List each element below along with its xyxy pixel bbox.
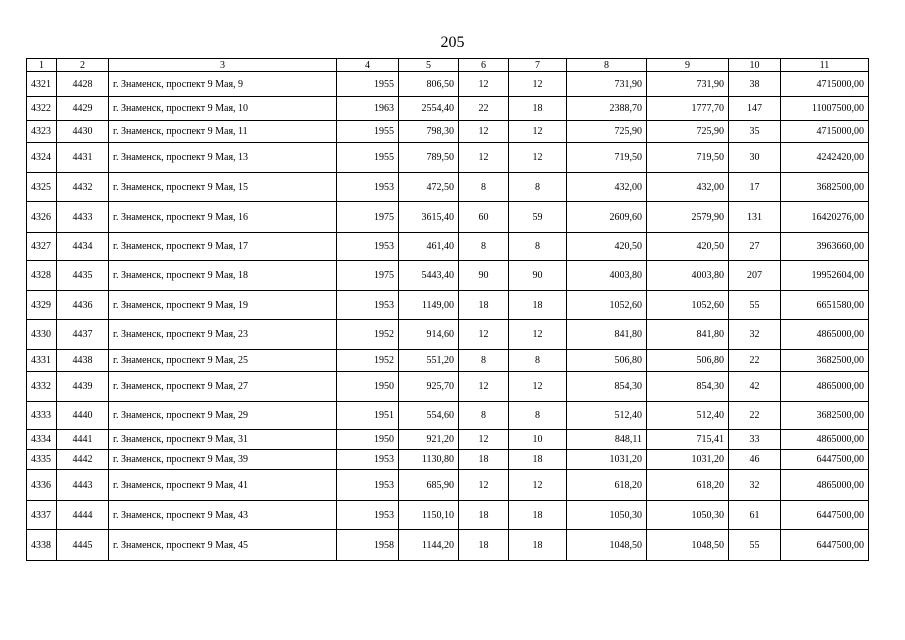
table-cell: 8 bbox=[509, 402, 567, 430]
table-cell: 841,80 bbox=[647, 320, 729, 350]
table-cell: 8 bbox=[509, 173, 567, 202]
table-row bbox=[27, 233, 869, 261]
table-cell: 2609,60 bbox=[567, 202, 647, 233]
table-cell: 18 bbox=[509, 501, 567, 530]
table-cell: 731,90 bbox=[647, 72, 729, 97]
table-row bbox=[27, 72, 869, 97]
header-row bbox=[27, 59, 869, 72]
table-row bbox=[27, 501, 869, 530]
table-cell: 2388,70 bbox=[567, 97, 647, 121]
table-cell: 4003,80 bbox=[647, 261, 729, 291]
table-cell: 4332 bbox=[27, 372, 57, 402]
table-cell: 4865000,00 bbox=[781, 372, 869, 402]
table-cell: 61 bbox=[729, 501, 781, 530]
table-cell: 4434 bbox=[57, 233, 109, 261]
table-cell: 719,50 bbox=[647, 143, 729, 173]
table-cell: 3615,40 bbox=[399, 202, 459, 233]
table-cell: 18 bbox=[509, 530, 567, 561]
table-cell: 1950 bbox=[337, 372, 399, 402]
table-cell: 618,20 bbox=[567, 470, 647, 501]
table-cell: 554,60 bbox=[399, 402, 459, 430]
table-cell: г. Знаменск, проспект 9 Мая, 27 bbox=[109, 372, 337, 402]
table-cell: 4428 bbox=[57, 72, 109, 97]
table-cell: 6447500,00 bbox=[781, 450, 869, 470]
table-cell: 18 bbox=[509, 450, 567, 470]
table-cell: 4437 bbox=[57, 320, 109, 350]
table-cell: 8 bbox=[509, 350, 567, 372]
table-cell: 6447500,00 bbox=[781, 501, 869, 530]
table-cell: 3682500,00 bbox=[781, 350, 869, 372]
table-cell: 3682500,00 bbox=[781, 402, 869, 430]
table-cell: 4432 bbox=[57, 173, 109, 202]
table-cell: 12 bbox=[459, 372, 509, 402]
table-cell: г. Знаменск, проспект 9 Мая, 18 bbox=[109, 261, 337, 291]
table-cell: 1975 bbox=[337, 261, 399, 291]
table-cell: 432,00 bbox=[647, 173, 729, 202]
table-row bbox=[27, 402, 869, 430]
table-cell: г. Знаменск, проспект 9 Мая, 19 bbox=[109, 291, 337, 320]
column-header-3: 3 bbox=[109, 59, 337, 72]
table-cell: 12 bbox=[459, 72, 509, 97]
table-cell: г. Знаменск, проспект 9 Мая, 17 bbox=[109, 233, 337, 261]
table-cell: 1950 bbox=[337, 430, 399, 450]
table-cell: 1953 bbox=[337, 233, 399, 261]
table-cell: 4335 bbox=[27, 450, 57, 470]
table-cell: 4715000,00 bbox=[781, 72, 869, 97]
column-header-1: 1 bbox=[27, 59, 57, 72]
table-cell: 1953 bbox=[337, 173, 399, 202]
table-cell: 147 bbox=[729, 97, 781, 121]
column-header-6: 6 bbox=[459, 59, 509, 72]
table-cell: 4430 bbox=[57, 121, 109, 143]
table-cell: 1953 bbox=[337, 450, 399, 470]
table-cell: г. Знаменск, проспект 9 Мая, 10 bbox=[109, 97, 337, 121]
table-cell: 4436 bbox=[57, 291, 109, 320]
table-cell: 725,90 bbox=[647, 121, 729, 143]
table-cell: г. Знаменск, проспект 9 Мая, 13 bbox=[109, 143, 337, 173]
table-cell: 921,20 bbox=[399, 430, 459, 450]
table-cell: 731,90 bbox=[567, 72, 647, 97]
column-header-8: 8 bbox=[567, 59, 647, 72]
table-cell: 8 bbox=[459, 350, 509, 372]
table-cell: 789,50 bbox=[399, 143, 459, 173]
table-cell: г. Знаменск, проспект 9 Мая, 31 bbox=[109, 430, 337, 450]
table-cell: 798,30 bbox=[399, 121, 459, 143]
table-cell: 4445 bbox=[57, 530, 109, 561]
table-cell: 12 bbox=[509, 121, 567, 143]
table-cell: 4439 bbox=[57, 372, 109, 402]
table-cell: 4337 bbox=[27, 501, 57, 530]
table-cell: 32 bbox=[729, 470, 781, 501]
table-cell: 420,50 bbox=[567, 233, 647, 261]
table-cell: 1955 bbox=[337, 143, 399, 173]
table-row bbox=[27, 470, 869, 501]
table-cell: 725,90 bbox=[567, 121, 647, 143]
table-cell: 4715000,00 bbox=[781, 121, 869, 143]
table-cell: 914,60 bbox=[399, 320, 459, 350]
table-cell: 16420276,00 bbox=[781, 202, 869, 233]
table-cell: 1050,30 bbox=[647, 501, 729, 530]
table-cell: 4334 bbox=[27, 430, 57, 450]
table-cell: 4333 bbox=[27, 402, 57, 430]
table-cell: г. Знаменск, проспект 9 Мая, 11 bbox=[109, 121, 337, 143]
table-cell: 4003,80 bbox=[567, 261, 647, 291]
table-cell: 4338 bbox=[27, 530, 57, 561]
table-cell: 38 bbox=[729, 72, 781, 97]
table-cell: 420,50 bbox=[647, 233, 729, 261]
table-cell: 12 bbox=[509, 143, 567, 173]
table-cell: 618,20 bbox=[647, 470, 729, 501]
table-cell: 12 bbox=[509, 470, 567, 501]
table-cell: 55 bbox=[729, 530, 781, 561]
table-cell: 4443 bbox=[57, 470, 109, 501]
table-cell: 12 bbox=[459, 143, 509, 173]
table-cell: г. Знаменск, проспект 9 Мая, 43 bbox=[109, 501, 337, 530]
table-row bbox=[27, 291, 869, 320]
table-cell: 12 bbox=[509, 72, 567, 97]
table-cell: 30 bbox=[729, 143, 781, 173]
table-cell: 1048,50 bbox=[647, 530, 729, 561]
table-cell: 1150,10 bbox=[399, 501, 459, 530]
table-cell: 33 bbox=[729, 430, 781, 450]
table-cell: 4435 bbox=[57, 261, 109, 291]
table-cell: 1052,60 bbox=[567, 291, 647, 320]
table-cell: 12 bbox=[509, 320, 567, 350]
table-cell: 1951 bbox=[337, 402, 399, 430]
table-cell: 3682500,00 bbox=[781, 173, 869, 202]
table-cell: 4325 bbox=[27, 173, 57, 202]
column-header-11: 11 bbox=[781, 59, 869, 72]
table-cell: 27 bbox=[729, 233, 781, 261]
table-cell: 4322 bbox=[27, 97, 57, 121]
table-cell: 806,50 bbox=[399, 72, 459, 97]
table-cell: 1952 bbox=[337, 350, 399, 372]
table-row bbox=[27, 450, 869, 470]
table-cell: 2579,90 bbox=[647, 202, 729, 233]
table-cell: 461,40 bbox=[399, 233, 459, 261]
table-cell: г. Знаменск, проспект 9 Мая, 15 bbox=[109, 173, 337, 202]
column-header-9: 9 bbox=[647, 59, 729, 72]
table-cell: 22 bbox=[729, 350, 781, 372]
table-cell: 4865000,00 bbox=[781, 430, 869, 450]
table-cell: 2554,40 bbox=[399, 97, 459, 121]
column-header-7: 7 bbox=[509, 59, 567, 72]
table-row bbox=[27, 372, 869, 402]
table-cell: 42 bbox=[729, 372, 781, 402]
table-cell: г. Знаменск, проспект 9 Мая, 9 bbox=[109, 72, 337, 97]
table-cell: 4242420,00 bbox=[781, 143, 869, 173]
table-cell: 4431 bbox=[57, 143, 109, 173]
table-cell: 3963660,00 bbox=[781, 233, 869, 261]
table-cell: 1955 bbox=[337, 121, 399, 143]
table-cell: 22 bbox=[459, 97, 509, 121]
table-cell: 854,30 bbox=[647, 372, 729, 402]
table-cell: 512,40 bbox=[567, 402, 647, 430]
table-cell: 12 bbox=[459, 320, 509, 350]
table-cell: 1958 bbox=[337, 530, 399, 561]
table-cell: 4438 bbox=[57, 350, 109, 372]
table-cell: 1953 bbox=[337, 501, 399, 530]
table-row bbox=[27, 173, 869, 202]
table-row bbox=[27, 530, 869, 561]
table-cell: 512,40 bbox=[647, 402, 729, 430]
table-cell: 1975 bbox=[337, 202, 399, 233]
table-cell: 12 bbox=[509, 372, 567, 402]
column-header-4: 4 bbox=[337, 59, 399, 72]
table-cell: 4865000,00 bbox=[781, 320, 869, 350]
table-cell: 1955 bbox=[337, 72, 399, 97]
table-cell: г. Знаменск, проспект 9 Мая, 16 bbox=[109, 202, 337, 233]
table-cell: 4440 bbox=[57, 402, 109, 430]
table-cell: 11007500,00 bbox=[781, 97, 869, 121]
table-cell: 90 bbox=[509, 261, 567, 291]
table-cell: 32 bbox=[729, 320, 781, 350]
table-cell: 1777,70 bbox=[647, 97, 729, 121]
table-cell: 1952 bbox=[337, 320, 399, 350]
column-header-5: 5 bbox=[399, 59, 459, 72]
table-cell: 506,80 bbox=[567, 350, 647, 372]
table-cell: 8 bbox=[459, 233, 509, 261]
table-row bbox=[27, 97, 869, 121]
table-cell: 1031,20 bbox=[567, 450, 647, 470]
table-cell: 8 bbox=[459, 402, 509, 430]
table-cell: 12 bbox=[459, 470, 509, 501]
table-cell: 715,41 bbox=[647, 430, 729, 450]
table-cell: 4441 bbox=[57, 430, 109, 450]
table-cell: 18 bbox=[509, 97, 567, 121]
table-cell: 854,30 bbox=[567, 372, 647, 402]
table-row bbox=[27, 143, 869, 173]
table-cell: г. Знаменск, проспект 9 Мая, 25 bbox=[109, 350, 337, 372]
table-cell: 848,11 bbox=[567, 430, 647, 450]
table-cell: г. Знаменск, проспект 9 Мая, 45 bbox=[109, 530, 337, 561]
table-cell: 6651580,00 bbox=[781, 291, 869, 320]
table-cell: 1130,80 bbox=[399, 450, 459, 470]
table-cell: 12 bbox=[459, 430, 509, 450]
table-cell: 46 bbox=[729, 450, 781, 470]
table-cell: 841,80 bbox=[567, 320, 647, 350]
table-cell: 4444 bbox=[57, 501, 109, 530]
column-header-10: 10 bbox=[729, 59, 781, 72]
table-cell: 4323 bbox=[27, 121, 57, 143]
table-cell: 18 bbox=[459, 450, 509, 470]
table-cell: 4321 bbox=[27, 72, 57, 97]
housing-register-table bbox=[26, 58, 869, 561]
table-cell: 4331 bbox=[27, 350, 57, 372]
table-cell: 719,50 bbox=[567, 143, 647, 173]
table-cell: 18 bbox=[459, 501, 509, 530]
table-cell: 18 bbox=[509, 291, 567, 320]
table-cell: 4429 bbox=[57, 97, 109, 121]
table-row bbox=[27, 350, 869, 372]
table-cell: 4326 bbox=[27, 202, 57, 233]
table-row bbox=[27, 202, 869, 233]
table-cell: 1953 bbox=[337, 291, 399, 320]
table-cell: 18 bbox=[459, 291, 509, 320]
table-cell: 207 bbox=[729, 261, 781, 291]
table-cell: г. Знаменск, проспект 9 Мая, 41 bbox=[109, 470, 337, 501]
table-cell: 6447500,00 bbox=[781, 530, 869, 561]
column-header-2: 2 bbox=[57, 59, 109, 72]
table-cell: 8 bbox=[459, 173, 509, 202]
table-row bbox=[27, 261, 869, 291]
table-cell: 35 bbox=[729, 121, 781, 143]
table-cell: 8 bbox=[509, 233, 567, 261]
table-cell: 4865000,00 bbox=[781, 470, 869, 501]
table-cell: 19952604,00 bbox=[781, 261, 869, 291]
table-cell: г. Знаменск, проспект 9 Мая, 39 bbox=[109, 450, 337, 470]
table-cell: 4442 bbox=[57, 450, 109, 470]
table-cell: 4327 bbox=[27, 233, 57, 261]
table-cell: 22 bbox=[729, 402, 781, 430]
table-cell: 4324 bbox=[27, 143, 57, 173]
table-cell: 5443,40 bbox=[399, 261, 459, 291]
table-cell: г. Знаменск, проспект 9 Мая, 29 bbox=[109, 402, 337, 430]
table-cell: 90 bbox=[459, 261, 509, 291]
table-cell: 131 bbox=[729, 202, 781, 233]
table-cell: 4328 bbox=[27, 261, 57, 291]
table-cell: 685,90 bbox=[399, 470, 459, 501]
page-number: 205 bbox=[440, 34, 465, 51]
table-cell: 1048,50 bbox=[567, 530, 647, 561]
table-cell: 925,70 bbox=[399, 372, 459, 402]
table-cell: 1953 bbox=[337, 470, 399, 501]
table-cell: 4329 bbox=[27, 291, 57, 320]
table-cell: 59 bbox=[509, 202, 567, 233]
table-cell: 4336 bbox=[27, 470, 57, 501]
table-row bbox=[27, 430, 869, 450]
table-cell: 55 bbox=[729, 291, 781, 320]
table-row bbox=[27, 320, 869, 350]
table-cell: 551,20 bbox=[399, 350, 459, 372]
table-cell: 472,50 bbox=[399, 173, 459, 202]
table-cell: 1144,20 bbox=[399, 530, 459, 561]
table-cell: 1963 bbox=[337, 97, 399, 121]
table-cell: 1052,60 bbox=[647, 291, 729, 320]
table-cell: 1050,30 bbox=[567, 501, 647, 530]
table-cell: 1149,00 bbox=[399, 291, 459, 320]
table-cell: 12 bbox=[459, 121, 509, 143]
table-cell: 10 bbox=[509, 430, 567, 450]
table-cell: 4330 bbox=[27, 320, 57, 350]
table-cell: 432,00 bbox=[567, 173, 647, 202]
table-cell: г. Знаменск, проспект 9 Мая, 23 bbox=[109, 320, 337, 350]
table-cell: 17 bbox=[729, 173, 781, 202]
table-cell: 506,80 bbox=[647, 350, 729, 372]
table-cell: 18 bbox=[459, 530, 509, 561]
table-cell: 60 bbox=[459, 202, 509, 233]
table-row bbox=[27, 121, 869, 143]
table-cell: 4433 bbox=[57, 202, 109, 233]
table-cell: 1031,20 bbox=[647, 450, 729, 470]
